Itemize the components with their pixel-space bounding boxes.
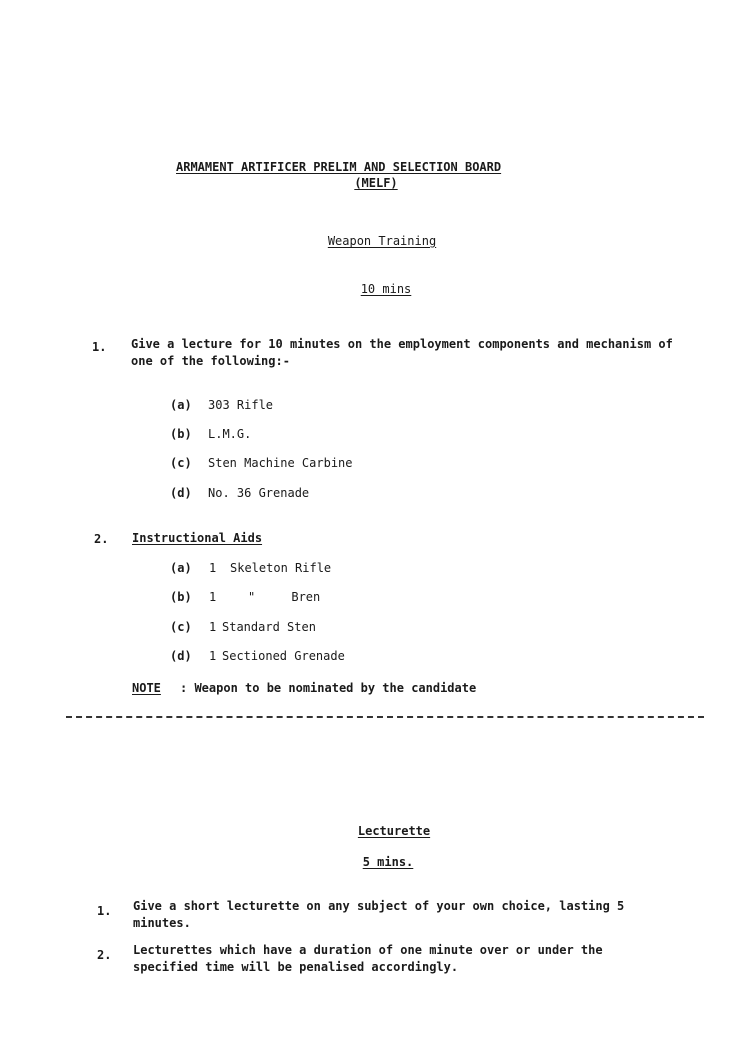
aid-a-label: (a) xyxy=(170,561,192,575)
question-1-text: Give a lecture for 10 minutes on the employment components and mechanism of one of the following:- xyxy=(131,337,673,368)
weapon-training-duration xyxy=(20,282,732,296)
aid-c-label: (c) xyxy=(170,620,192,634)
aid-d-text: Sectioned Grenade xyxy=(222,649,345,663)
lecturette-item-2-text: Lecturettes which have a duration of one minute over or under the specified time will be penalised accordingly. xyxy=(133,943,603,974)
aid-c-qty: 1 xyxy=(209,620,217,634)
subtitle-text: (MELF) xyxy=(354,176,398,190)
document-subtitle xyxy=(10,176,732,190)
lecturette-heading xyxy=(28,824,732,838)
lecturette-duration-text: 5 mins. xyxy=(362,855,414,869)
option-c-label: (c) xyxy=(170,456,192,470)
note-label-text: NOTE xyxy=(132,681,161,695)
option-d-text: No. 36 Grenade xyxy=(208,486,310,500)
option-b-text: L.M.G. xyxy=(208,427,252,441)
aid-b-text: " Bren xyxy=(248,590,321,604)
option-a-label: (a) xyxy=(170,398,192,412)
lecturette-item-1-number: 1. xyxy=(97,904,112,918)
note-label xyxy=(132,681,161,695)
question-2-heading xyxy=(132,531,262,545)
question-1-number: 1. xyxy=(92,340,107,354)
note-text: : Weapon to be nominated by the candidate xyxy=(180,681,477,695)
option-b-label: (b) xyxy=(170,427,192,441)
weapon-training-heading-text: Weapon Training xyxy=(327,234,437,248)
option-a-text: 303 Rifle xyxy=(208,398,274,412)
aid-d-qty: 1 xyxy=(209,649,217,663)
question-2-number: 2. xyxy=(94,532,109,546)
option-c-text: Sten Machine Carbine xyxy=(208,456,353,470)
lecturette-item-2-number: 2. xyxy=(97,948,112,962)
aid-d-label: (d) xyxy=(170,649,192,663)
aid-a-text: Skeleton Rifle xyxy=(230,561,332,575)
title-text: ARMAMENT ARTIFICER PRELIM AND SELECTION BOARD xyxy=(176,160,502,174)
aid-b-qty: 1 xyxy=(209,590,217,604)
aid-c-text: Standard Sten xyxy=(222,620,316,634)
aid-b-label: (b) xyxy=(170,590,192,604)
document-title xyxy=(176,160,501,174)
lecturette-heading-text: Lecturette xyxy=(357,824,431,838)
weapon-training-heading xyxy=(16,234,732,248)
question-2-heading-text: Instructional Aids xyxy=(132,531,263,545)
section-divider xyxy=(66,716,704,718)
lecturette-item-1-text: Give a short lecturette on any subject of your own choice, lasting 5 minutes. xyxy=(133,899,625,930)
lecturette-duration xyxy=(22,855,732,869)
weapon-training-duration-text: 10 mins xyxy=(360,282,412,296)
aid-a-qty: 1 xyxy=(209,561,217,575)
option-d-label: (d) xyxy=(170,486,192,500)
